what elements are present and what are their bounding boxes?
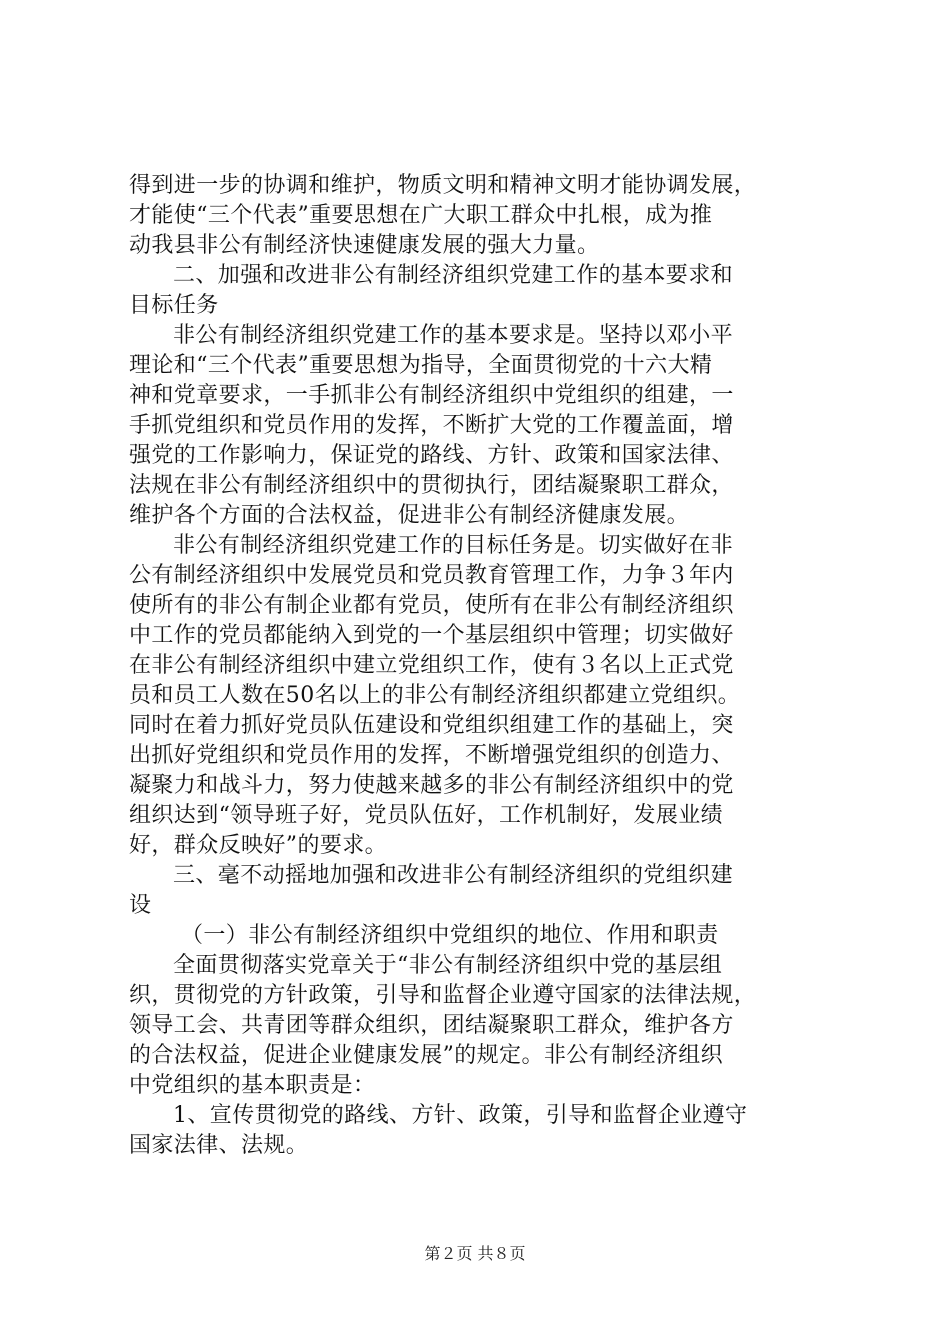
text-line: 织，贯彻党的方针政策，引导和监督企业遵守国家的法律法规， — [129, 983, 757, 1008]
text-line: 领导工会、共青团等群众组织，团结凝聚职工群众，维护各方 — [129, 1013, 734, 1038]
text-line: 才能使“三个代表”重要思想在广大职工群众中扎根，成为推 — [129, 203, 713, 228]
text-line: 中工作的党员都能纳入到党的一个基层组织中管理；切实做好 — [129, 623, 734, 648]
text-line: 非公有制经济组织党建工作的目标任务是。切实做好在非 — [173, 533, 734, 558]
text-line: 手抓党组织和党员作用的发挥，不断扩大党的工作覆盖面，增 — [129, 413, 734, 438]
text-line: 非公有制经济组织党建工作的基本要求是。坚持以邓小平 — [173, 323, 734, 348]
text-line: 理论和“三个代表”重要思想为指导，全面贯彻党的十六大精 — [129, 353, 713, 378]
section-heading-continued: 目标任务 — [129, 293, 219, 318]
text-line: 维护各个方面的合法权益，促进非公有制经济健康发展。 — [129, 503, 690, 528]
text-line: 强党的工作影响力，保证党的路线、方针、政策和国家法律、 — [129, 443, 734, 468]
text-line: 全面贯彻落实党章关于“非公有制经济组织中党的基层组 — [173, 953, 723, 978]
text-line: 出抓好党组织和党员作用的发挥，不断增强党组织的创造力、 — [129, 743, 734, 768]
text-line: 使所有的非公有制企业都有党员，使所有在非公有制经济组织 — [129, 593, 734, 618]
section-heading: 三、毫不动摇地加强和改进非公有制经济组织的党组织建 — [173, 863, 734, 888]
section-heading: 二、加强和改进非公有制经济组织党建工作的基本要求和 — [173, 263, 734, 288]
section-heading-continued: 设 — [129, 893, 152, 918]
text-line: 凝聚力和战斗力，努力使越来越多的非公有制经济组织中的党 — [129, 773, 734, 798]
text-line: 公有制经济组织中发展党员和党员教育管理工作，力争３年内 — [129, 563, 734, 588]
text-line: 在非公有制经济组织中建立党组织工作，使有３名以上正式党 — [129, 653, 734, 678]
list-item: 1、宣传贯彻党的路线、方针、政策，引导和监督企业遵守 — [173, 1103, 748, 1128]
text-line: 中党组织的基本职责是： — [129, 1073, 376, 1098]
text-line: 组织达到“领导班子好，党员队伍好，工作机制好，发展业绩 — [129, 803, 724, 828]
text-line: 员和员工人数在50名以上的非公有制经济组织都建立党组织。 — [129, 683, 741, 708]
text-line: 好，群众反映好”的要求。 — [129, 833, 388, 858]
text-line: 同时在着力抓好党员队伍建设和党组织组建工作的基础上，突 — [129, 713, 734, 738]
document-body — [129, 171, 844, 1161]
list-item-continued: 国家法律、法规。 — [129, 1133, 309, 1158]
subsection-heading: （一）非公有制经济组织中党组织的地位、作用和职责 — [181, 923, 719, 948]
text-line: 神和党章要求，一手抓非公有制经济组织中党组织的组建，一 — [129, 383, 734, 408]
text-line: 的合法权益，促进企业健康发展”的规定。非公有制经济组织 — [129, 1043, 724, 1068]
text-line: 动我县非公有制经济快速健康发展的强大力量。 — [129, 233, 600, 258]
text-line: 法规在非公有制经济组织中的贯彻执行，团结凝聚职工群众， — [129, 473, 734, 498]
text-line: 得到进一步的协调和维护，物质文明和精神文明才能协调发展， — [129, 173, 757, 198]
page-number: 第２页 共８页 — [424, 1244, 526, 1263]
